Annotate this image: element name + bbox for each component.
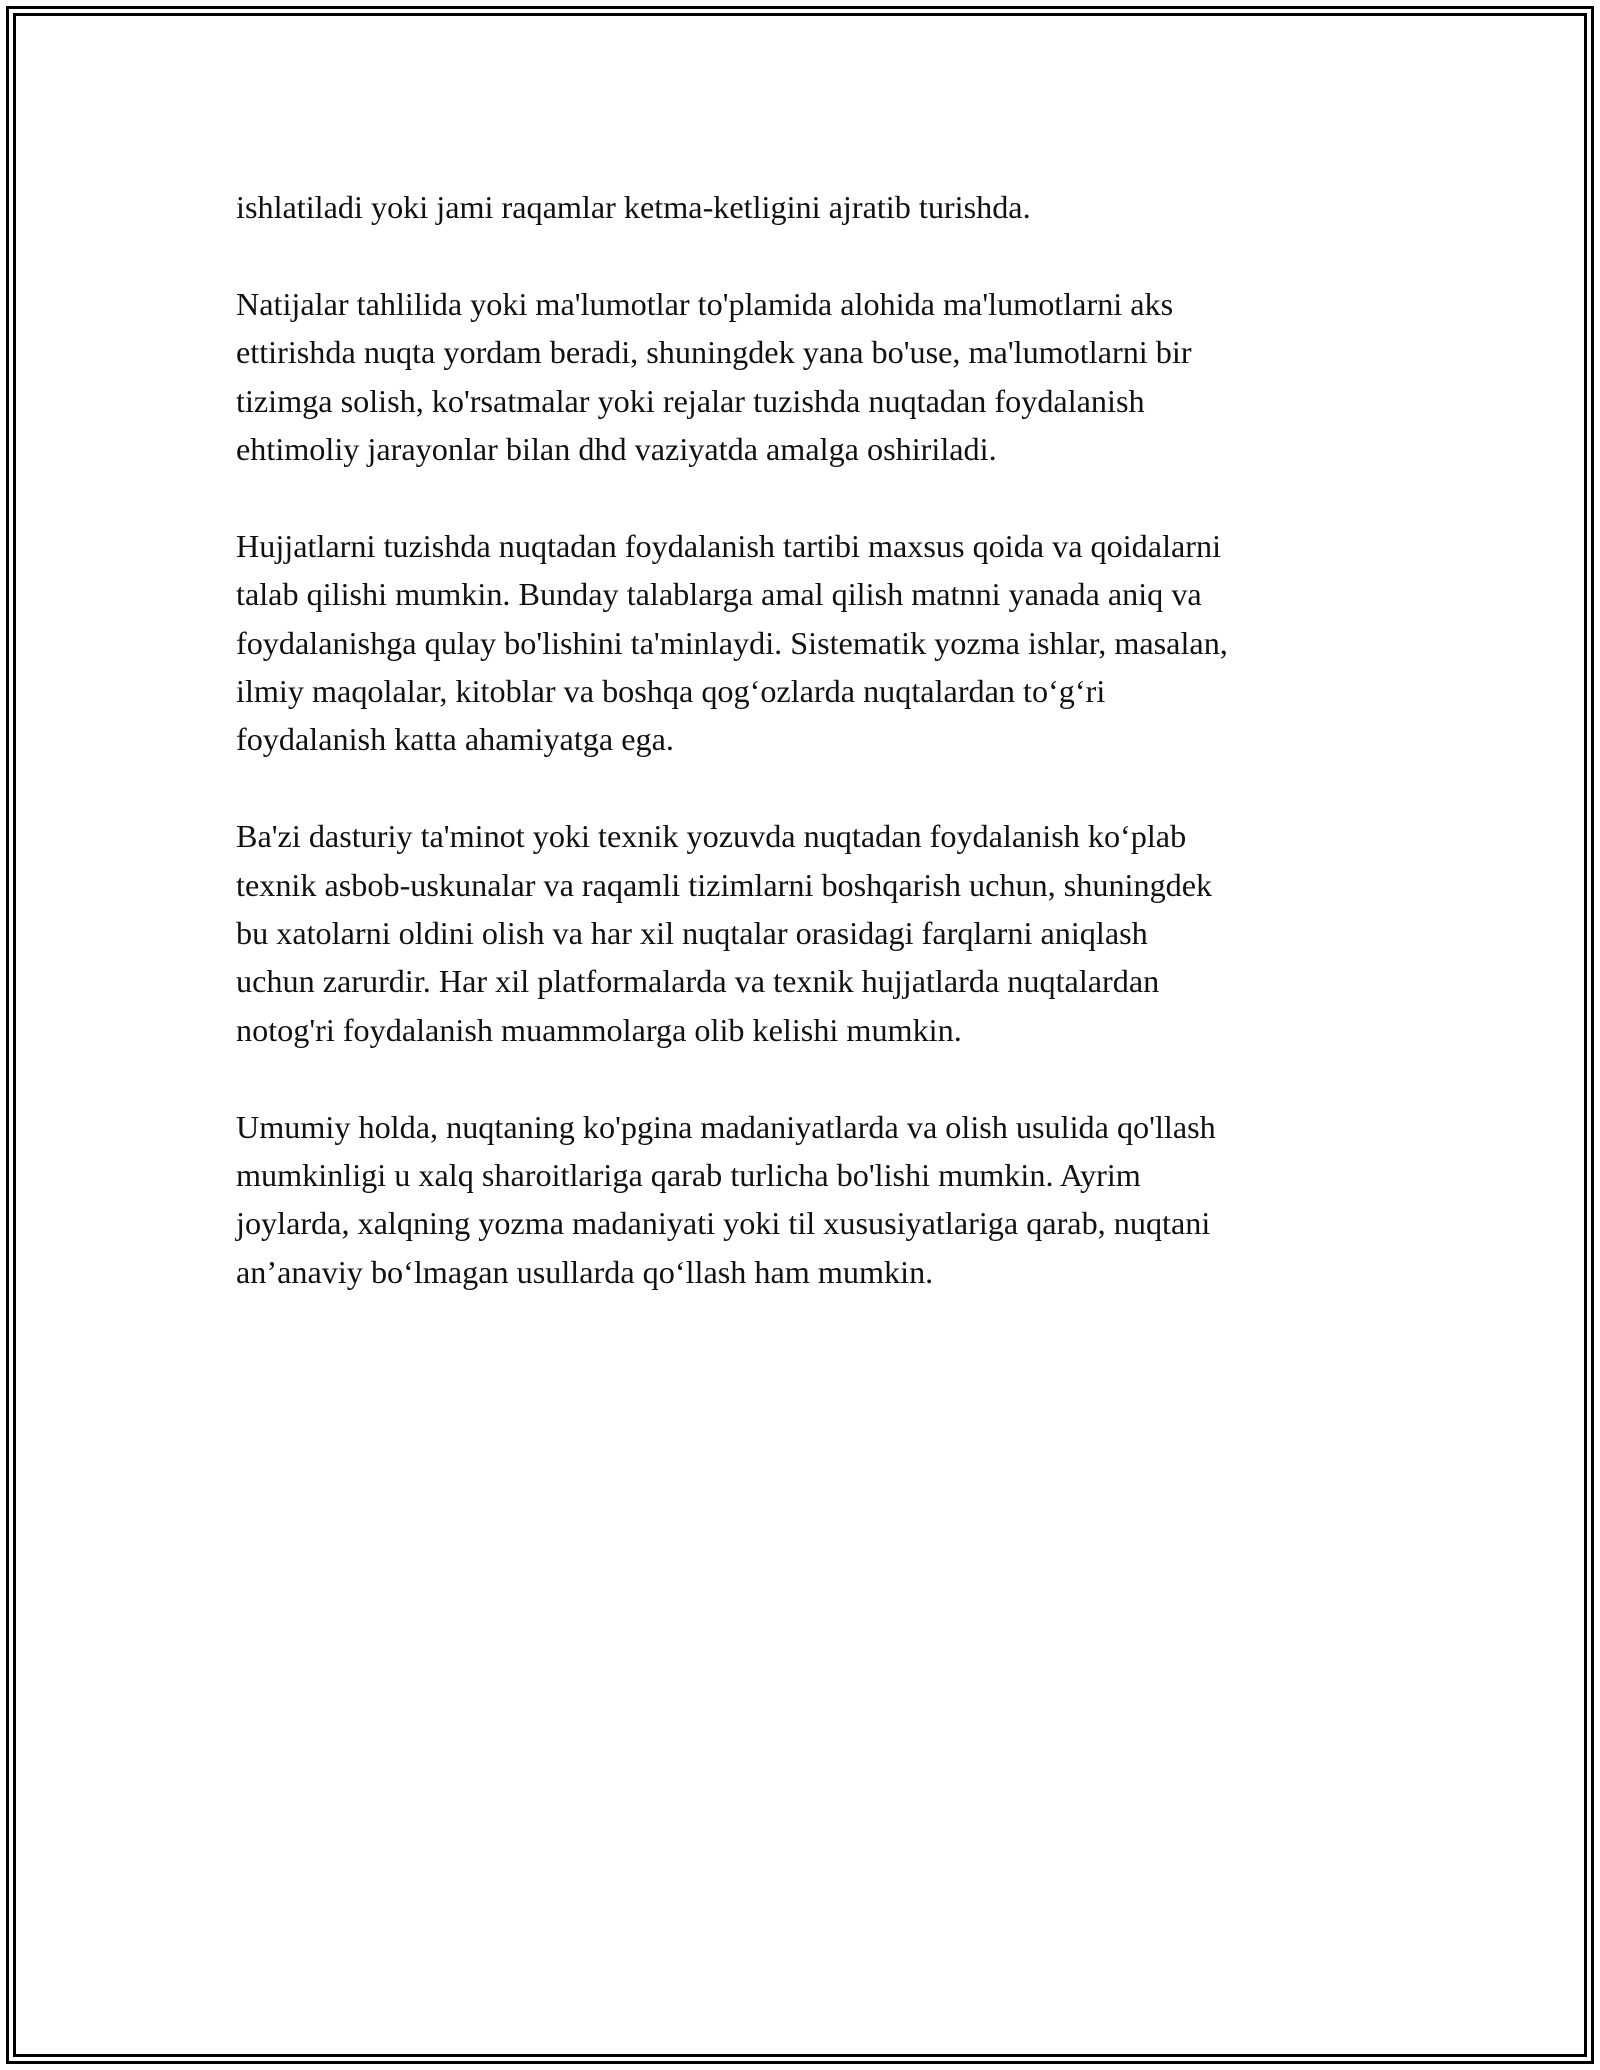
text-line: foydalanishga qulay bo'lishini ta'minlaydi. Sistematik yozma ishlar, masalan, [236,624,1228,661]
text-line: bu xatolarni oldini olish va har xil nuqtalar orasidagi farqlarni aniqlash [236,915,1148,952]
paragraph-1 [236,183,1386,231]
text-line: Hujjatlarni tuzishda nuqtadan foydalanish tartibi maxsus qoida va qoidalarni [236,527,1222,564]
text-line: mumkinligi u xalq sharoitlariga qarab turlicha bo'lishi mumkin. Ayrim [236,1157,1141,1194]
text-line: notog'ri foydalanish muammolarga olib kelishi mumkin. [236,1011,962,1048]
document-body [236,183,1386,1345]
text-line: talab qilishi mumkin. Bunday talablarga amal qilish matnni yanada aniq va [236,576,1202,613]
text-line: Ba'zi dasturiy ta'minot yoki texnik yozuvda nuqtadan foydalanish ko‘plab [236,818,1187,855]
paragraph-4 [236,812,1386,1054]
text-line: ishlatiladi yoki jami raqamlar ketma-ketligini ajratib turishda. [236,189,1031,225]
text-line: tizimga solish, ko'rsatmalar yoki rejalar tuzishda nuqtadan foydalanish [236,382,1145,419]
text-line: ilmiy maqolalar, kitoblar va boshqa qog‘ozlarda nuqtalardan to‘g‘ri [236,673,1106,710]
text-line: ehtimoliy jarayonlar bilan dhd vaziyatda amalga oshiriladi. [236,431,997,468]
text-line: Umumiy holda, nuqtaning ko'pgina madaniyatlarda va olish usulida qo'llash [236,1108,1216,1145]
text-line: an’anaviy bo‘lmagan usullarda qo‘llash ham mumkin. [236,1253,934,1290]
paragraph-3 [236,522,1386,764]
text-line: joylarda, xalqning yozma madaniyati yoki til xususiyatlariga qarab, nuqtani [236,1205,1211,1242]
paragraph-5 [236,1103,1386,1297]
paragraph-2 [236,280,1386,474]
text-line: Natijalar tahlilida yoki ma'lumotlar to'plamida alohida ma'lumotlarni aks [236,285,1174,322]
text-line: foydalanish katta ahamiyatga ega. [236,721,674,758]
text-line: uchun zarurdir. Har xil platformalarda va texnik hujjatlarda nuqtalardan [236,963,1160,1000]
text-line: ettirishda nuqta yordam beradi, shuningdek yana bo'use, ma'lumotlarni bir [236,334,1192,371]
text-line: texnik asbob-uskunalar va raqamli tizimlarni boshqarish uchun, shuningdek [236,866,1213,903]
